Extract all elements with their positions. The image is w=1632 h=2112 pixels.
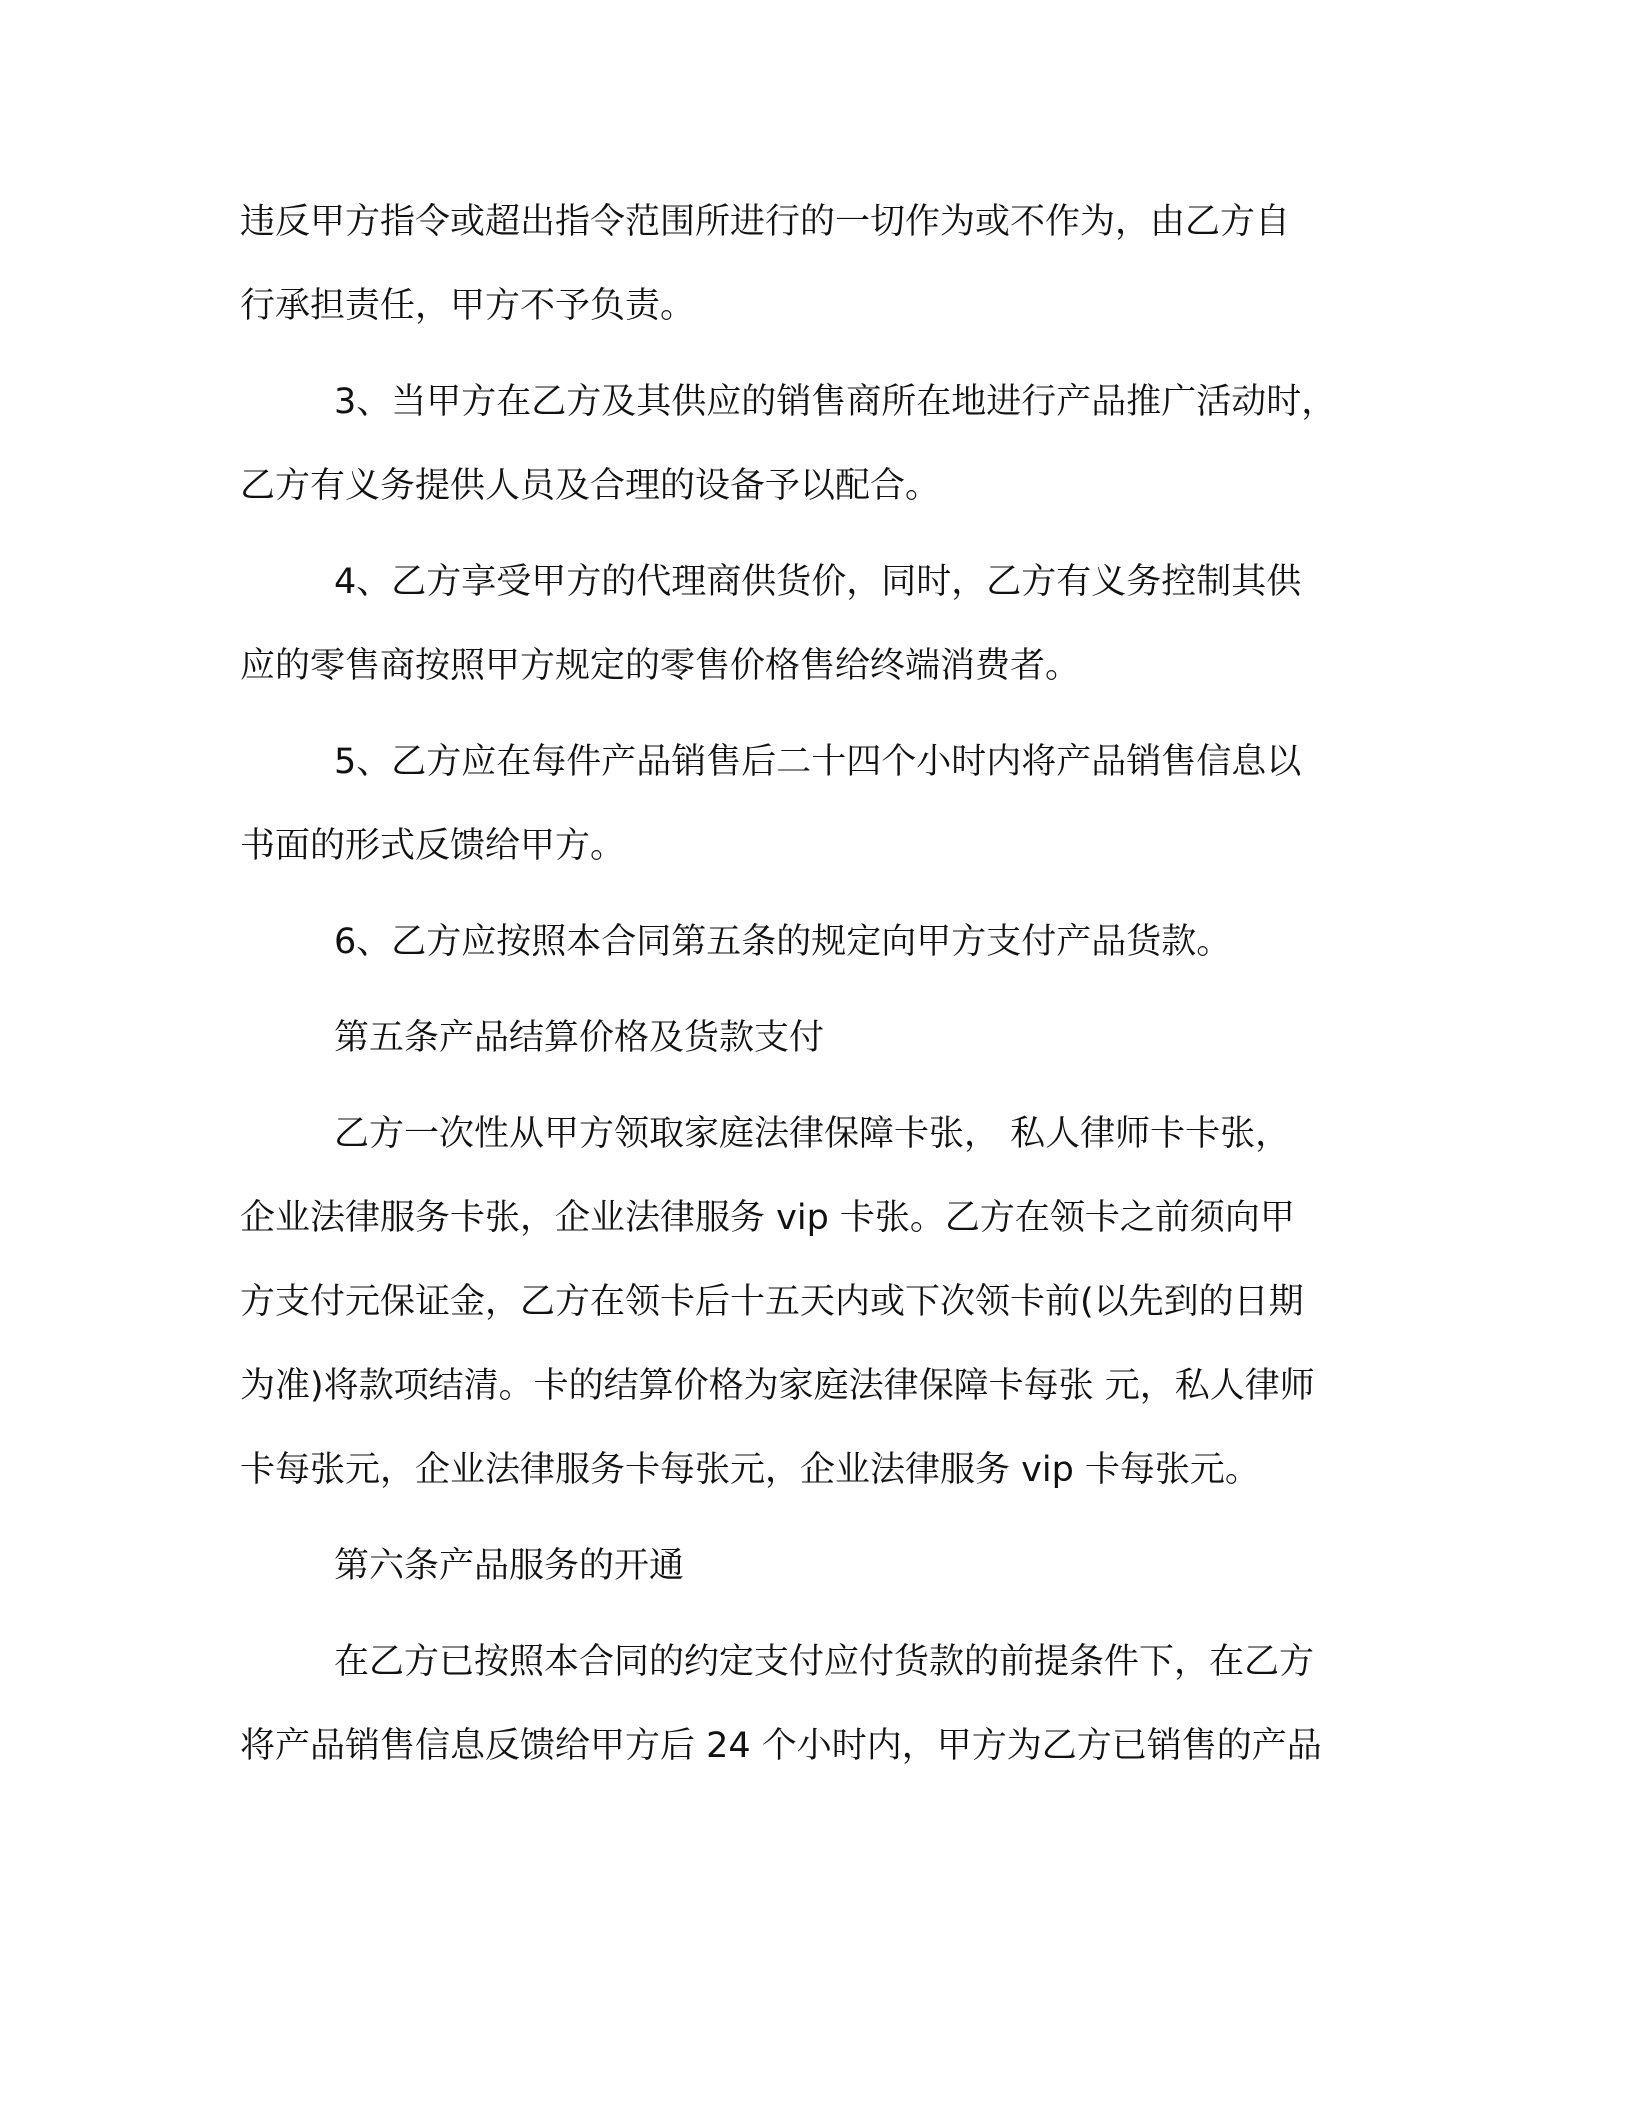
text-line: 乙方一次性从甲方领取家庭法律保障卡张， 私人律师卡卡张， <box>334 1114 1291 1154</box>
paragraph-settlement <box>240 1092 1380 1512</box>
text-line: 企业法律服务卡张，企业法律服务 vip 卡张。乙方在领卡之前须向甲 <box>240 1198 1295 1238</box>
text-line: 书面的形式反馈给甲方。 <box>240 826 626 866</box>
document-body <box>240 180 1380 1800</box>
text-line: 方支付元保证金，乙方在领卡后十五天内或下次领卡前(以先到的日期 <box>240 1282 1304 1322</box>
text-line: 为准)将款项结清。卡的结算价格为家庭法律保障卡每张 元，私人律师 <box>240 1366 1315 1406</box>
paragraph-activation <box>240 1620 1380 1788</box>
text-line: 6、乙方应按照本合同第五条的规定向甲方支付产品货款。 <box>334 922 1232 962</box>
text-line: 违反甲方指令或超出指令范围所进行的一切作为或不作为，由乙方自 <box>240 202 1291 242</box>
text-line: 5、乙方应在每件产品销售后二十四个小时内将产品销售信息以 <box>334 742 1302 782</box>
text-line: 4、乙方享受甲方的代理商供货价，同时，乙方有义务控制其供 <box>334 562 1302 602</box>
text-line: 3、当甲方在乙方及其供应的销售商所在地进行产品推广活动时， <box>334 382 1337 422</box>
text-line: 在乙方已按照本合同的约定支付应付货款的前提条件下，在乙方 <box>334 1642 1315 1682</box>
paragraph-clause-5 <box>240 720 1380 888</box>
heading-text: 第五条产品结算价格及货款支付 <box>334 1018 825 1058</box>
text-line: 将产品销售信息反馈给甲方后 24 个小时内，甲方为乙方已销售的产品 <box>240 1726 1322 1766</box>
text-line: 卡每张元，企业法律服务卡每张元，企业法律服务 vip 卡每张元。 <box>240 1450 1260 1490</box>
paragraph-clause-4 <box>240 540 1380 708</box>
paragraph-clause-6 <box>240 900 1380 984</box>
text-line: 行承担责任，甲方不予负责。 <box>240 286 696 326</box>
section-heading-article-6 <box>240 1524 1380 1608</box>
section-heading-article-5 <box>240 996 1380 1080</box>
paragraph-clause-3 <box>240 360 1380 528</box>
text-line: 乙方有义务提供人员及合理的设备予以配合。 <box>240 466 941 506</box>
heading-text: 第六条产品服务的开通 <box>334 1546 685 1586</box>
text-line: 应的零售商按照甲方规定的零售价格售给终端消费者。 <box>240 646 1081 686</box>
paragraph-responsibility <box>240 180 1380 348</box>
